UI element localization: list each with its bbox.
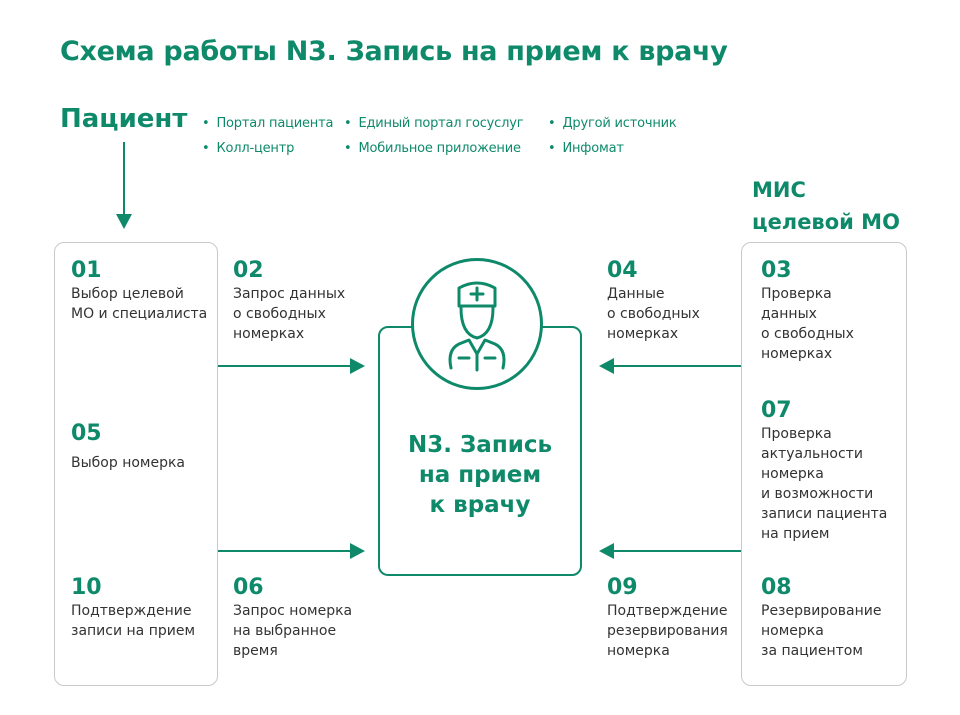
mis-title-line2: целевой МО [752,210,900,234]
step-text: Выбор номерка [71,455,186,471]
step-number: 01 [71,258,102,283]
step-05 [71,421,231,473]
step-number: 02 [233,258,264,283]
step-10 [71,575,231,641]
source-item: • Мобильное приложение [344,141,521,156]
step-number: 05 [71,421,102,446]
step-06 [233,575,393,661]
step-01 [71,258,231,324]
step-text: Проверка актуальности номерка и возможности записи пациента на прием [761,426,888,542]
step-number: 04 [607,258,638,283]
patient-label: Пациент [60,104,188,134]
step-08 [761,575,901,661]
step-text: Подтверждение записи на прием [71,603,196,639]
step-number: 07 [761,398,792,423]
step-text: Выбор целевой МО и специалиста [71,286,208,322]
arrow-02-to-center [218,358,365,374]
step-number: 10 [71,575,102,600]
step-number: 08 [761,575,792,600]
step-text: Подтверждение резервирования номерка [607,603,728,659]
step-text: Резервирование номерка за пациентом [761,603,882,659]
source-item: • Единый портал госуслуг [344,116,523,131]
source-item: • Другой источник [548,116,677,131]
source-item: • Портал пациента [202,116,333,131]
arrow-patient-down [116,142,132,229]
step-07 [761,398,901,544]
step-number: 06 [233,575,264,600]
step-text: Запрос номерка на выбранное время [233,603,353,659]
mis-title-line1: МИС [752,178,806,202]
step-text: Данные о свободных номерках [607,286,700,342]
step-03 [761,258,901,364]
arrow-06-to-center [218,543,365,559]
source-item: • Инфомат [548,141,624,156]
arrow-04-from-mis [599,358,741,374]
doctor-icon [411,258,543,390]
arrow-09-from-mis [599,543,741,559]
step-02 [233,258,393,344]
step-04 [607,258,737,344]
page-title: Схема работы N3. Запись на прием к врачу [60,36,728,67]
step-number: 09 [607,575,638,600]
step-text: Проверка данных о свободных номерках [761,286,854,362]
source-item: • Колл-центр [202,141,294,156]
step-number: 03 [761,258,792,283]
step-text: Запрос данных о свободных номерках [233,286,346,342]
step-09 [607,575,739,661]
center-label: N3. Запись на прием к врачу [407,432,553,518]
